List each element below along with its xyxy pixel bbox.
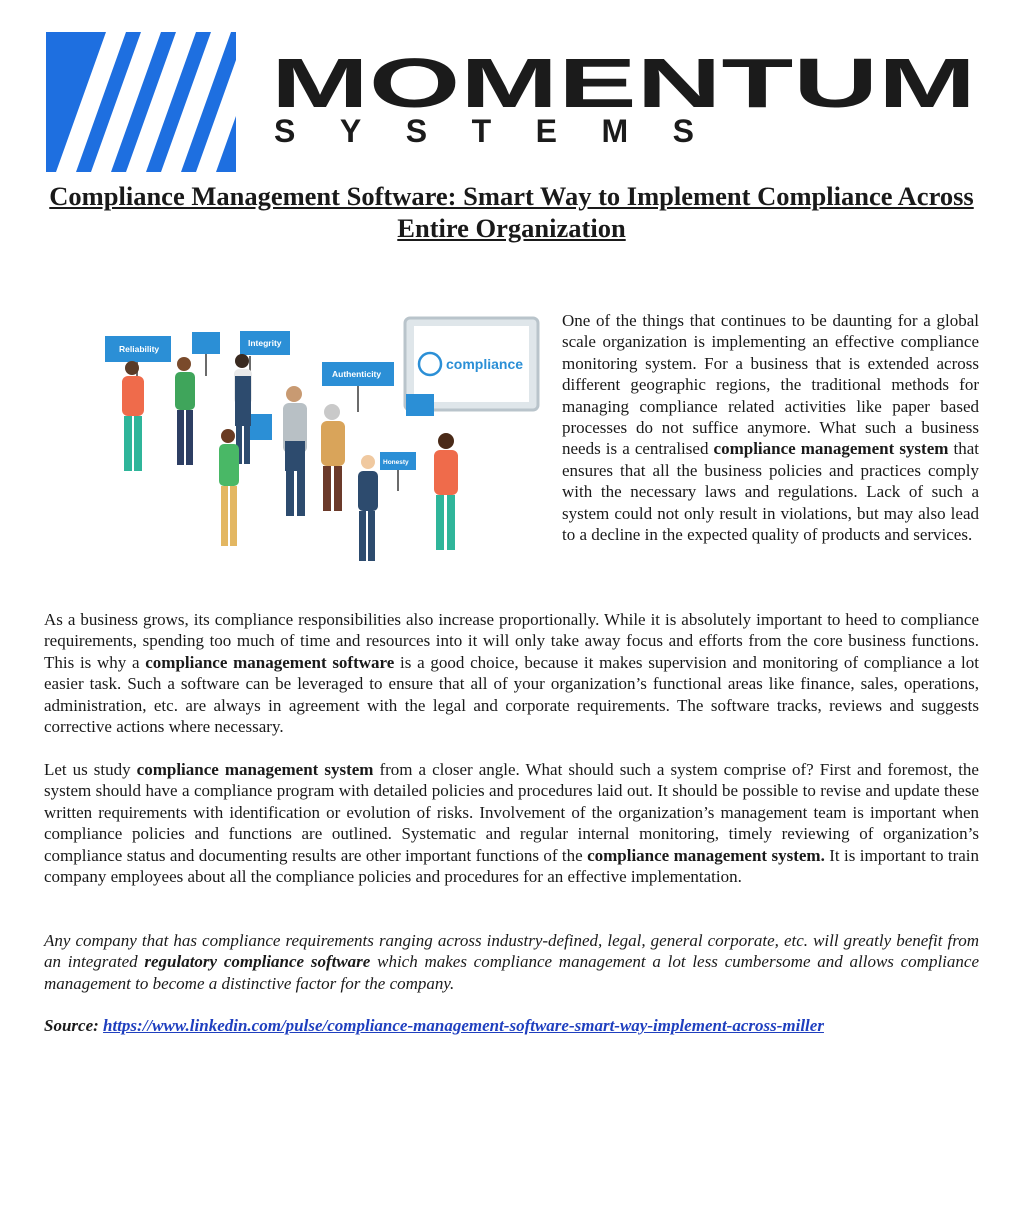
svg-text:Integrity: Integrity bbox=[248, 338, 282, 348]
growth-keyword: compliance management software bbox=[145, 652, 395, 672]
intro-paragraph bbox=[562, 310, 979, 545]
paragraph-system-study bbox=[44, 759, 979, 887]
svg-text:Honesty: Honesty bbox=[383, 459, 409, 466]
logo-tagline: SYSTEMS bbox=[274, 113, 694, 149]
intro-text-2: that ensures that all the business policies and practices comply with the necessary laws and regulations. Lack of such a system could not only result in violations, but may also lead to a decline in the expected quality of products and services. bbox=[562, 439, 979, 545]
paragraph-growth bbox=[44, 609, 979, 737]
svg-text:Reliability: Reliability bbox=[119, 344, 160, 354]
growth-text-2: is a good choice, because it makes supervision and monitoring of compliance a lot easier task. Such a software can be leveraged to ensure that all of your organization’s functional areas like finance, sales, operations, administration, etc. are always in agreement with the legal and corporate requirements. The software tracks, reviews and suggests corrective actions where necessary. bbox=[44, 652, 980, 737]
study-text-1: Let us study bbox=[44, 760, 137, 779]
page-title: Compliance Management Software: Smart Way to Implement Compliance Across Entire Organization bbox=[49, 181, 974, 243]
intro-text-1: One of the things that continues to be daunting for a global scale organization is implementing an effective compliance monitoring system. For a business that is extended across different geographic regions, the traditional methods for managing compliance related activities like paper based processes do not suffice anymore. What such a business needs is a centralised bbox=[562, 311, 979, 459]
logo-wordmark: MOMENTUM bbox=[271, 44, 976, 122]
study-keyword-2: compliance management system. bbox=[587, 845, 825, 865]
sign-small-1 bbox=[192, 332, 220, 354]
svg-text:compliance: compliance bbox=[446, 356, 524, 372]
compliance-illustration bbox=[100, 316, 545, 571]
svg-text:Authenticity: Authenticity bbox=[332, 369, 382, 379]
source-line bbox=[44, 1015, 979, 1036]
growth-text-1: As a business grows, its compliance responsibilities also increase proportionally. While it is absolutely important to heed to compliance requirements, spending too much of time and resources into it will only take away focus and efforts from the core business functions. This is why a bbox=[44, 610, 979, 672]
study-keyword-1: compliance management system bbox=[136, 760, 374, 779]
paragraph-conclusion bbox=[44, 930, 979, 994]
source-label: Source: bbox=[44, 1016, 99, 1035]
conclusion-text-1: Any company that has compliance requirements ranging across industry-defined, legal, general corporate, etc. will greatly benefit from an integrated bbox=[44, 931, 979, 972]
sign-small-3 bbox=[406, 394, 434, 416]
study-text-3: It is important to train company employees about all the compliance policies and procedures for an effective implementation. bbox=[44, 845, 979, 887]
conclusion-keyword: regulatory compliance software bbox=[144, 952, 371, 972]
company-logo bbox=[46, 32, 978, 172]
source-link[interactable]: https://www.linkedin.com/pulse/compliance-management-software-smart-way-implement-across-miller bbox=[103, 1016, 824, 1035]
study-text-2: from a closer angle. What should such a system comprise of? First and foremost, the system should have a compliance program with detailed policies and procedures laid out. It should be possible to revise and update these written requirements with identification or evolution of risks. Involvement of the organization’s management team is important when compliance policies and functions are outlined. Systematic and regular internal monitoring, timely reviewing of organization’s compliance status and documenting results are other important functions of the bbox=[44, 760, 979, 865]
intro-keyword: compliance management system bbox=[713, 439, 949, 459]
conclusion-text-2: which makes compliance management a lot less cumbersome and allows compliance management to become a distinctive factor for the company. bbox=[44, 952, 979, 993]
